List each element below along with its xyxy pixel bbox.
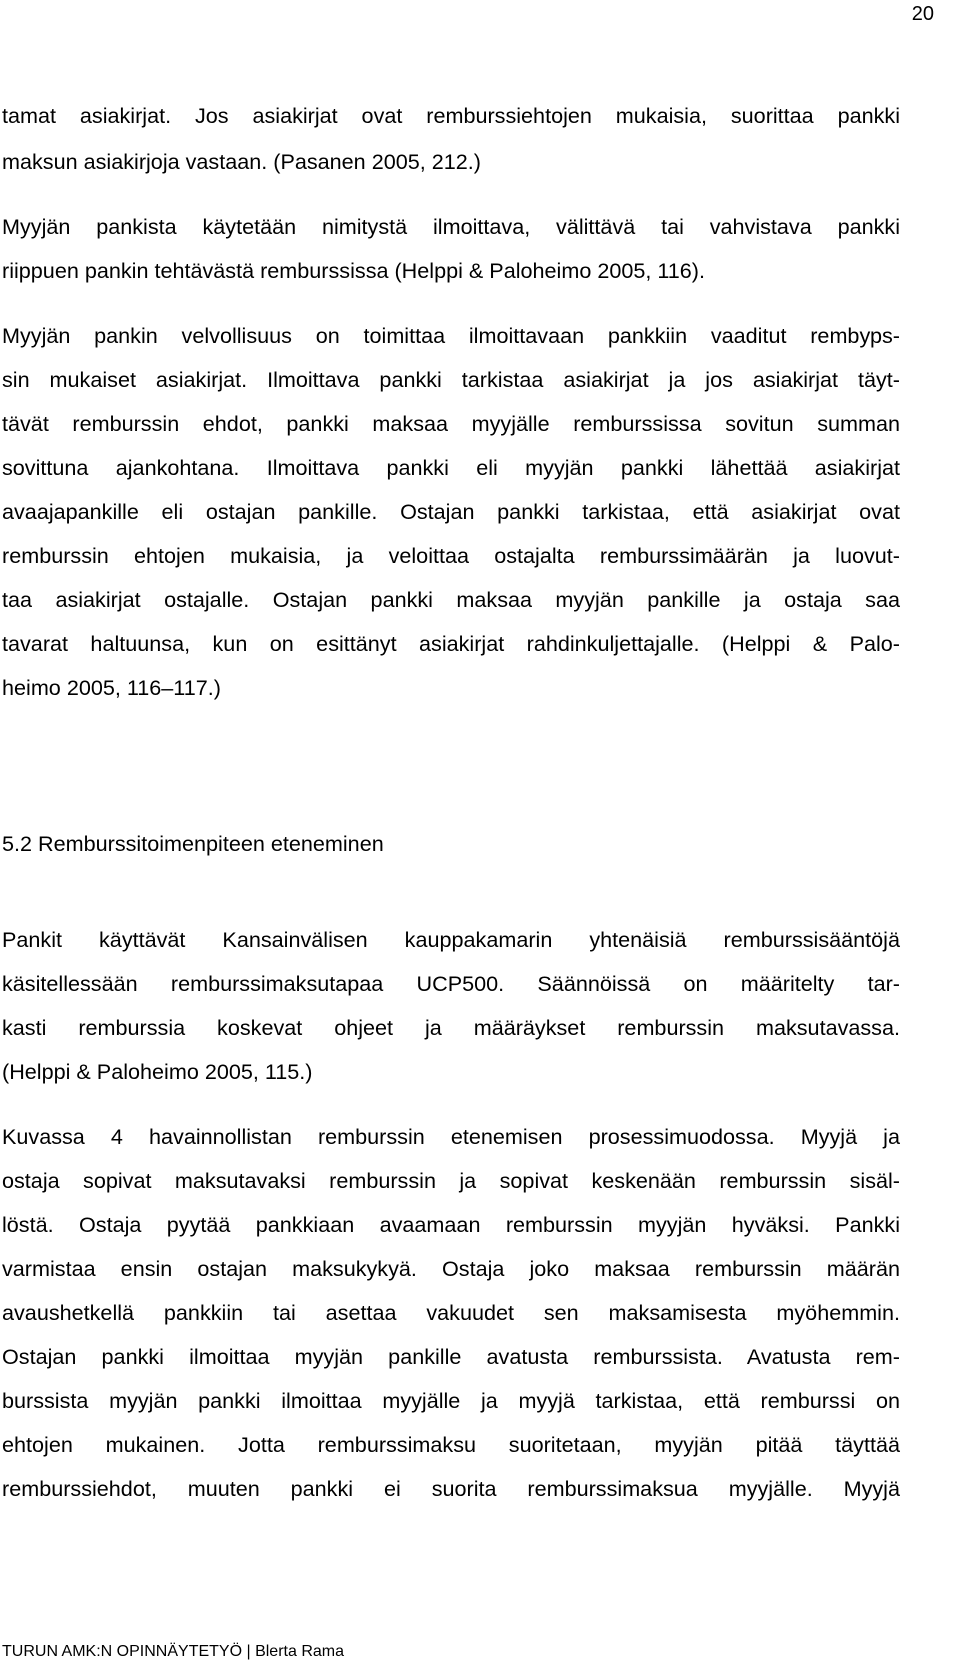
paragraph-line: käsitellessään remburssimaksutapaa UCP500. Säännöissä on määritelty tar- (2, 971, 900, 996)
paragraph-line: Kuvassa 4 havainnollistan remburssin etenemisen prosessimuodossa. Myyjä ja (2, 1124, 900, 1149)
section-heading: 5.2 Remburssitoimenpiteen eteneminen (2, 831, 384, 856)
page-number: 20 (911, 3, 934, 25)
paragraph-line: remburssin ehtojen mukaisia, ja veloittaa ostajalta remburssimäärän ja luovut- (2, 543, 900, 568)
paragraph-line: kasti remburssia koskevat ohjeet ja määräykset remburssin maksutavassa. (2, 1015, 900, 1040)
paragraph-line: Myyjän pankista käytetään nimitystä ilmoittava, välittävä tai vahvistava pankki (2, 214, 900, 239)
paragraph-line: heimo 2005, 116–117.) (2, 675, 221, 700)
paragraph-line: taa asiakirjat ostajalle. Ostajan pankki maksaa myyjän pankille ja ostaja saa (2, 587, 900, 612)
paragraph-line: tavarat haltuunsa, kun on esittänyt asiakirjat rahdinkuljettajalle. (Helppi & Palo- (2, 631, 900, 656)
paragraph-line: varmistaa ensin ostajan maksukykyä. Ostaja joko maksaa remburssin määrän (2, 1256, 900, 1281)
paragraph-line: sin mukaiset asiakirjat. Ilmoittava pankki tarkistaa asiakirjat ja jos asiakirjat täyt- (2, 367, 900, 392)
paragraph-line: remburssiehdot, muuten pankki ei suorita remburssimaksua myyjälle. Myyjä (2, 1476, 900, 1501)
paragraph-line: riippuen pankin tehtävästä remburssissa (Helppi & Paloheimo 2005, 116). (2, 258, 705, 283)
page-footer: TURUN AMK:N OPINNÄYTETYÖ | Blerta Rama (2, 1643, 344, 1660)
paragraph-line: maksun asiakirjoja vastaan. (Pasanen 2005, 212.) (2, 149, 481, 174)
paragraph-line: ostaja sopivat maksutavaksi remburssin ja sopivat keskenään remburssin sisäl- (2, 1168, 900, 1193)
paragraph-line: Ostajan pankki ilmoittaa myyjän pankille avatusta remburssista. Avatusta rem- (2, 1344, 900, 1369)
paragraph-line: löstä. Ostaja pyytää pankkiaan avaamaan remburssin myyjän hyväksi. Pankki (2, 1212, 900, 1237)
paragraph-line: ehtojen mukainen. Jotta remburssimaksu suoritetaan, myyjän pitää täyttää (2, 1432, 900, 1457)
paragraph-line: avaushetkellä pankkiin tai asettaa vakuudet sen maksamisesta myöhemmin. (2, 1300, 900, 1325)
paragraph-line: burssista myyjän pankki ilmoittaa myyjälle ja myyjä tarkistaa, että remburssi on (2, 1388, 900, 1413)
paragraph-line: (Helppi & Paloheimo 2005, 115.) (2, 1059, 313, 1084)
paragraph-line: Myyjän pankin velvollisuus on toimittaa ilmoittavaan pankkiin vaaditut rembурs- (2, 323, 900, 348)
paragraph-line: Pankit käyttävät Kansainvälisen kauppakamarin yhtenäisiä remburssisääntöjä (2, 927, 900, 952)
paragraph-line: tävät remburssin ehdot, pankki maksaa myyjälle remburssissa sovitun summan (2, 411, 900, 436)
paragraph-line: sovittuna ajankohtana. Ilmoittava pankki eli myyjän pankki lähettää asiakirjat (2, 455, 900, 480)
paragraph-line: tamat asiakirjat. Jos asiakirjat ovat remburssiehtojen mukaisia, suorittaa pankki (2, 103, 900, 128)
paragraph-line: avaajapankille eli ostajan pankille. Ostajan pankki tarkistaa, että asiakirjat ovat (2, 499, 900, 524)
